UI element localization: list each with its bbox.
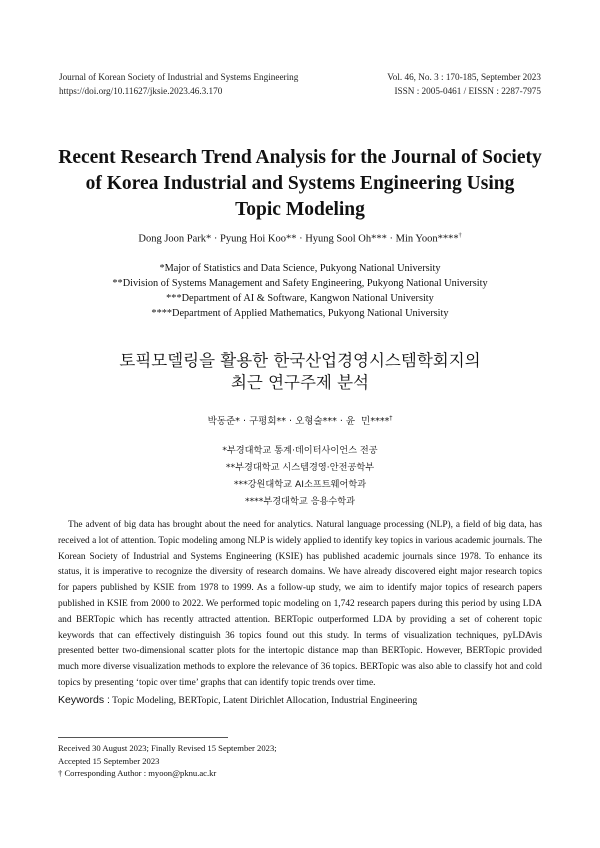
korean-author-list [40,413,560,427]
korean-affiliation: *부경대학교 통계·데이터사이언스 전공 [222,445,378,456]
korean-affiliation: ****부경대학교 응용수학과 [244,496,356,507]
korean-affiliation-list [40,442,560,510]
corresponding-mark: † [458,233,462,239]
keywords-line [58,694,542,706]
abstract: The advent of big data has brought about the need for analytics. Natural language processing (NLP), a field of big data, has received a lot of attention. Topic modeling among NLP is widely applied to identify key topics in various academic journals. The Korean Society of Industrial and Systems Engineering (KSIE) has published academic journals since 1978. To enhance its status, it is imperative to recognize the diversity of research domains. We have already discovered eight major research topics for papers published by KSIE from 1978 to 1999. As a follow-up study, we aim to identify major topics of research papers published in KSIE from 2000 to 2022. We performed topic modeling on 1,742 research papers during this period by using LDA and BERTopic which has recently attracted attention. BERTopic outperformed LDA by providing a set of coherent topic keywords that can effectively distinguish 36 topics found out this study. In terms of visualization techniques, pyLDAvis presented better two-dimensional scatter plots for the intertopic distance map than BERTopic. However, BERTopic provided much more diverse visualization methods to explore the relevance of 36 topics. BERTopic was also able to classify hot and cold topics by presenting ‘topic over time’ graphs that can identify topic trends over time. [58,520,542,688]
title-line: Recent Research Trend Analysis for the Journal of Society [58,147,542,168]
running-header-right [387,70,541,98]
affiliation: ****Department of Applied Mathematics, Pukyong National University [151,308,449,319]
korean-corresponding-mark: † [389,414,393,422]
doi-link[interactable]: https://doi.org/10.11627/jksie.2023.46.3.170 [59,86,223,96]
korean-authors-text: 박동준* · 구평회** · 오형술*** · 윤 민**** [207,416,390,427]
keywords-text: Topic Modeling, BERTopic, Latent Dirichlet Allocation, Industrial Engineering [112,695,418,706]
korean-title [40,350,560,394]
title-line: Topic Modeling [235,199,365,220]
journal-name: Journal of Korean Society of Industrial and Systems Engineering [59,72,299,82]
korean-title-line: 최근 연구주제 분석 [230,373,369,392]
footnote-corresponding: † Corresponding Author : myoon@pknu.ac.kr [58,768,217,778]
affiliation-list [40,261,560,321]
footnote-accepted: Accepted 15 September 2023 [58,755,160,766]
korean-affiliation: ***강원대학교 AI소프트웨어학과 [233,479,367,490]
affiliation: ***Department of AI & Software, Kangwon National University [166,293,434,304]
running-header-left [59,70,298,98]
footnote-divider [58,737,228,738]
volume-info: Vol. 46, No. 3 : 170-185, September 2023 [387,72,541,82]
affiliation: *Major of Statistics and Data Science, Pukyong National University [159,263,441,274]
keywords-label: Keywords : [58,694,110,706]
issn-info: ISSN : 2005-0461 / EISSN : 2287-7975 [394,86,541,96]
title-line: of Korea Industrial and Systems Engineering Using [85,173,515,194]
footnote-received: Received 30 August 2023; Finally Revised 15 September 2023; [58,743,277,753]
authors-text: Dong Joon Park* · Pyung Hoi Koo** · Hyung Sool Oh*** · Min Yoon**** [138,233,459,245]
author-list [40,233,560,245]
affiliation: **Division of Systems Management and Safety Engineering, Pukyong National University [112,278,488,289]
korean-title-line: 토픽모델링을 활용한 한국산업경영시스템학회지의 [119,351,481,370]
footnotes [58,742,277,780]
paper-title [40,145,560,223]
korean-affiliation: **부경대학교 시스템경영·안전공학부 [225,462,375,473]
